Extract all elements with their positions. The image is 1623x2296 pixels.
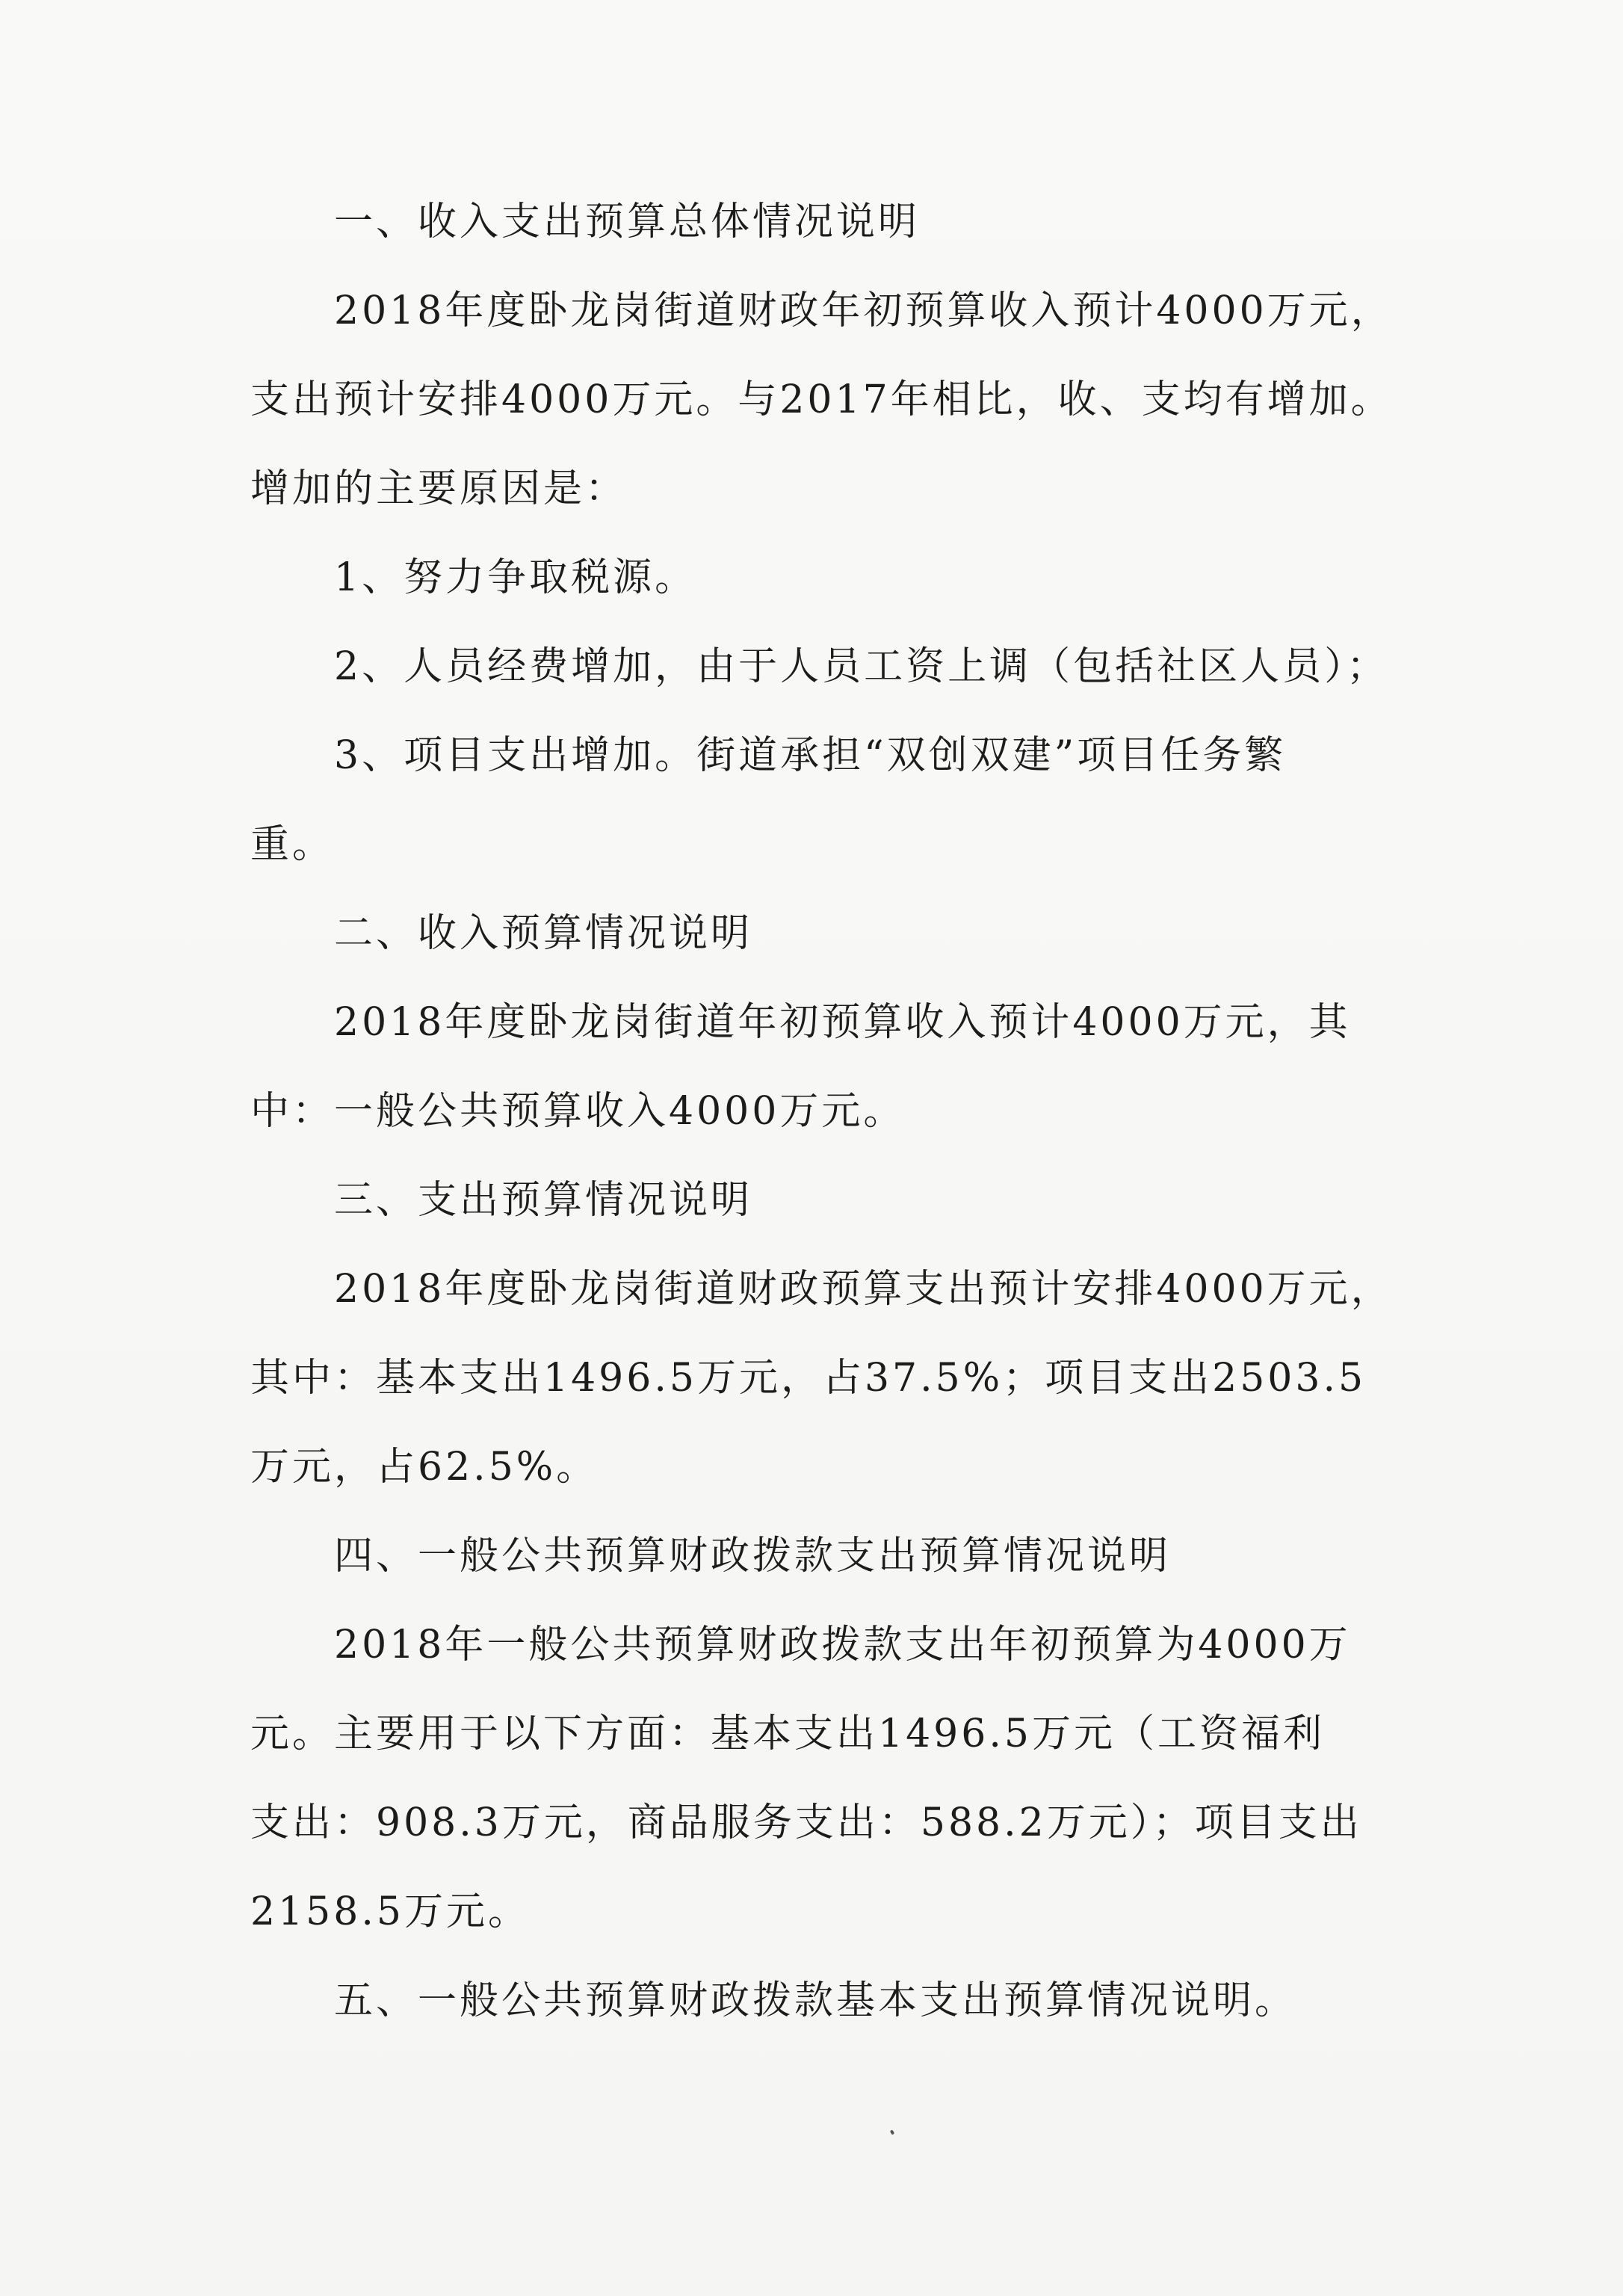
paragraph-line: 其中：基本支出1496.5万元，占37.5%；项目支出2503.5 [250, 1356, 1367, 1401]
scan-speck [890, 2129, 894, 2135]
section-heading-2: 二、收入预算情况说明 [334, 911, 753, 956]
section-heading-5: 五、一般公共预算财政拨款基本支出预算情况说明。 [334, 1978, 1297, 2023]
paragraph-line: 中：一般公共预算收入4000万元。 [250, 1089, 906, 1134]
list-item-1: 1、努力争取税源。 [334, 555, 697, 600]
paragraph-line: 支出预计安排4000万元。与2017年相比，收、支均有增加。 [250, 377, 1393, 422]
paragraph-line: 万元，占62.5%。 [250, 1445, 599, 1490]
paragraph-line: 2018年一般公共预算财政拨款支出年初预算为4000万 [334, 1623, 1351, 1667]
paragraph-line: 增加的主要原因是： [250, 466, 628, 511]
section-heading-1: 一、收入支出预算总体情况说明 [334, 200, 921, 244]
section-heading-4: 四、一般公共预算财政拨款支出预算情况说明 [334, 1534, 1172, 1578]
list-item-2: 2、人员经费增加，由于人员工资上调（包括社区人员）； [334, 644, 1389, 689]
paragraph-line: 2018年度卧龙岗街道年初预算收入预计4000万元，其 [334, 1000, 1351, 1045]
list-item-3: 3、项目支出增加。街道承担“双创双建”项目任务繁 [334, 733, 1287, 778]
paragraph-line: 2018年度卧龙岗街道财政年初预算收入预计4000万元， [334, 288, 1393, 333]
paragraph-line: 支出：908.3万元，商品服务支出：588.2万元）；项目支出 [250, 1800, 1362, 1845]
paragraph-line: 元。主要用于以下方面：基本支出1496.5万元（工资福利 [250, 1712, 1325, 1756]
paragraph-line: 重。 [250, 822, 335, 867]
section-heading-3: 三、支出预算情况说明 [334, 1178, 753, 1223]
paragraph-line: 2158.5万元。 [250, 1889, 530, 1934]
paragraph-line: 2018年度卧龙岗街道财政预算支出预计安排4000万元， [334, 1267, 1393, 1312]
document-body [250, 200, 1393, 2068]
